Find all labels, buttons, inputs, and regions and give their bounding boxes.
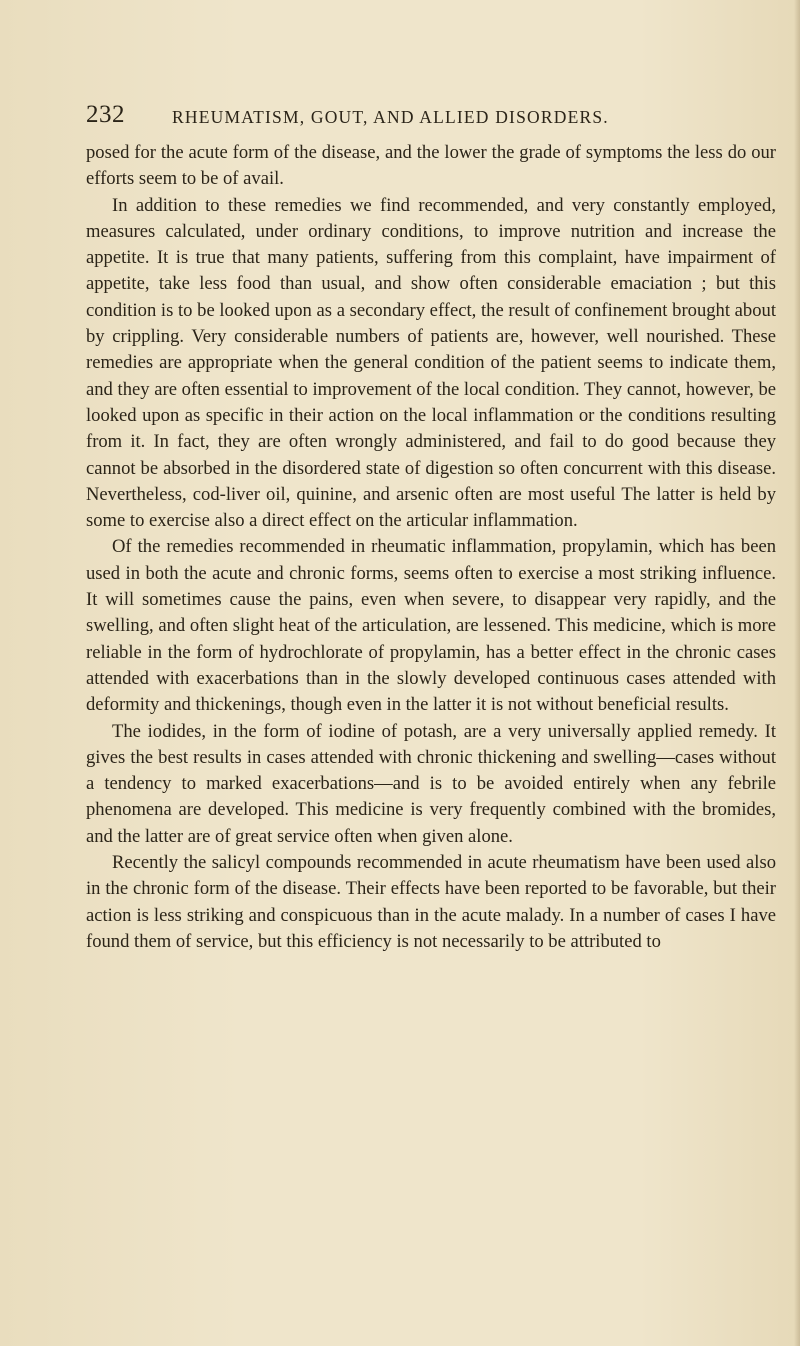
- paragraph-nutrition-remedies: In addition to these remedies we find recommended, and very constantly employed, measures calculated, under ordinary conditions, to improve nutrition and increase the appetite. It is true that many patients, suffering from this complaint, have impairment of appetite, take less food than usual, and show often considerable emaciation ; but this condition is to be looked upon as a secondary effect, the result of confinement brought about by crippling. Very considerable numbers of patients are, however, well nourished. These remedies are appropriate when the general condition of the patient seems to indicate them, and they are often essential to improvement of the local condition. They cannot, however, be looked upon as specific in their action on the local inflammation or the conditions resulting from it. In fact, they are often wrongly administered, and fail to do good because they cannot be absorbed in the disordered state of digestion so often concurrent with this disease. Nevertheless, cod-liver oil, quinine, and arsenic often are most useful The latter is held by some to exercise also a direct effect on the articular inflammation.: [86, 194, 776, 532]
- running-title: RHEUMATISM, GOUT, AND ALLIED DISORDERS.: [172, 107, 609, 127]
- page-header: [86, 100, 776, 130]
- paragraph-continuation: posed for the acute form of the disease, and the lower the grade of symptoms the less do our efforts seem to be of avail.: [86, 142, 776, 190]
- paragraph-salicyl: Recently the salicyl compounds recommended in acute rheumatism have been used also in the chronic form of the disease. Their effects have been reported to be favorable, but their action is less striking and conspicuous than in the acute malady. In a number of cases I have found them of service, but this efficiency is not necessarily to be attributed to: [86, 852, 776, 952]
- body-text: [86, 140, 776, 955]
- page-edge-shadow: [794, 0, 800, 1346]
- page-number: 232: [86, 101, 125, 128]
- paragraph-iodides: The iodides, in the form of iodine of potash, are a very universally applied remedy. It gives the best results in cases attended with chronic thickening and swelling—cases without a tendency to marked exacerbations—and is to be avoided entirely when any febrile phenomena are developed. This medicine is very frequently combined with the bromides, and the latter are of great service often when given alone.: [86, 720, 776, 847]
- paragraph-propylamin: Of the remedies recommended in rheumatic inflammation, propylamin, which has been used in both the acute and chronic forms, seems often to exercise a most striking influence. It will sometimes cause the pains, even when severe, to disappear very rapidly, and the swelling, and often slight heat of the articulation, are lessened. This medicine, which is more reliable in the form of hydrochlorate of propylamin, has a better effect in the chronic cases attended with exacerbations than in the slowly developed continuous cases attended with deformity and thickenings, though even in the latter it is not without beneficial results.: [86, 536, 776, 716]
